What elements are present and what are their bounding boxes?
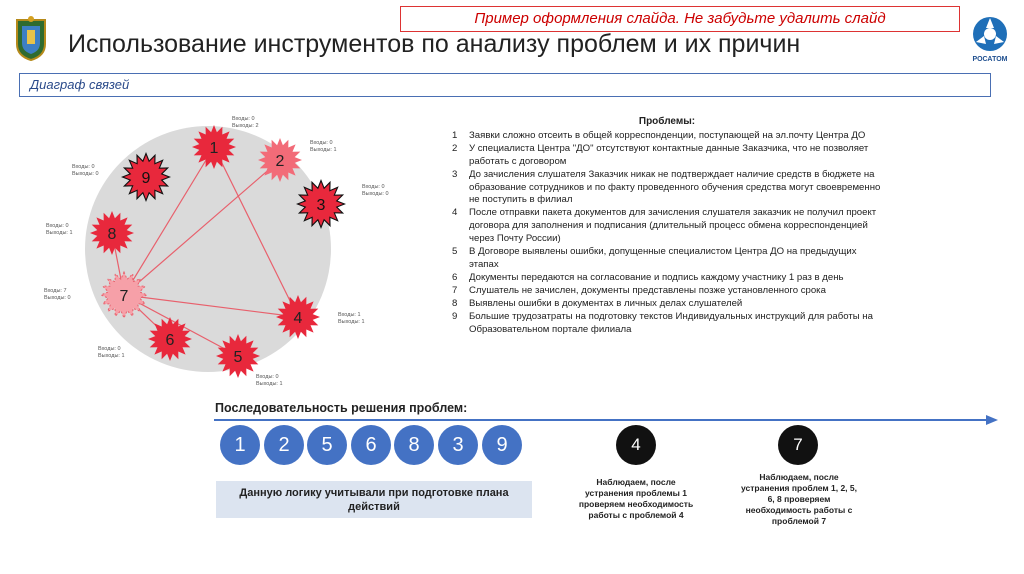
milestone-note-7: Наблюдаем, после устранения проблем 1, 2, 5, 6, 8 проверяем необходимость работы с проблемой 7 [741,472,857,526]
node-inputs-count: Входы: 0 [72,164,95,170]
node-inputs-count: Входы: 0 [46,223,69,229]
problem-text: Слушатель не зачислен, документы представлены позже установленного срока [469,284,826,296]
problem-item [452,246,882,272]
node-label: 5 [233,349,243,366]
diagram-node-4 [276,295,320,339]
logic-note: Данную логику учитывали при подготовке плана действий [216,481,532,518]
node-inputs-count: Входы: 0 [232,116,255,122]
problem-text: Выявлены ошибки в документах в личных делах слушателей [469,297,743,309]
node-outputs-count: Выходы: 0 [72,171,99,177]
diagram-node-3 [296,179,346,229]
sequence-arrow [214,414,1004,426]
sequence-title: Последовательность решения проблем: [215,401,468,415]
node-label: 3 [316,197,326,214]
problem-item [452,285,882,298]
problem-number: 8 [452,297,458,309]
problem-text: Документы передаются на согласование и подпись каждому участнику 1 раз в день [469,271,844,283]
node-outputs-count: Выходы: 1 [338,319,365,325]
diagram-node-7 [101,272,147,318]
svg-text:РОСАТОМ: РОСАТОМ [972,56,1008,63]
node-inputs-count: Входы: 0 [98,346,121,352]
problem-text: Заявки сложно отсеить в общей корреспонденции, поступающей на эл.почту Центра ДО [469,129,866,141]
node-inputs-count: Входы: 0 [256,374,279,380]
problem-number: 1 [452,129,458,141]
problem-number: 9 [452,310,458,322]
problem-number: 4 [452,207,458,219]
node-label: 4 [293,310,303,327]
reminder-banner: Пример оформления слайда. Не забудьте удалить слайд [400,6,960,32]
problem-item [452,272,882,285]
node-outputs-count: Выходы: 1 [256,381,283,387]
problem-number: 3 [452,168,458,180]
problem-text: После отправки пакета документов для зачисления слушателя заказчик не получил проект договора для заполнения и подписания (длительный процесс обмена корреспонденцией через Почту России) [469,207,877,245]
diagram-node-9 [121,152,171,202]
node-outputs-count: Выходы: 0 [362,191,389,197]
problems-list [452,116,882,336]
node-inputs-count: Входы: 7 [44,288,67,294]
problem-item [452,298,882,311]
diagram-node-6 [148,317,192,361]
problem-text: До зачисления слушателя Заказчик никак не подтверждает наличие средств в бюджете на образование сотрудников и по факту проведенного обучения средства могут своевременно не поступить в филиал [469,168,881,206]
node-outputs-count: Выходы: 1 [98,353,125,359]
sequence-step: 8 [394,425,434,465]
problem-number: 2 [452,142,458,154]
problem-item [452,143,882,169]
node-outputs-count: Выходы: 1 [46,230,73,236]
diagram-node-8 [90,211,134,255]
sequence-step: 6 [351,425,391,465]
node-inputs-count: Входы: 0 [310,140,333,146]
problem-item [452,130,882,143]
node-outputs-count: Выходы: 0 [44,295,71,301]
problem-number: 5 [452,246,458,258]
sequence-step: 5 [307,425,347,465]
node-inputs-count: Входы: 0 [362,184,385,190]
problem-number: 7 [452,284,458,296]
node-label: 2 [275,153,285,170]
node-label: 7 [119,288,129,305]
relationship-digraph [0,100,450,395]
sequence-step: 1 [220,425,260,465]
section-label: Диаграф связей [19,73,991,97]
problem-item [452,169,882,208]
node-label: 6 [165,332,175,349]
problem-text: В Договоре выявлены ошибки, допущенные специалистом Центра ДО на предыдущих этапах [469,246,857,270]
coat-of-arms-logo [14,16,48,62]
problem-item [452,311,882,337]
diagram-node-5 [216,334,260,378]
node-inputs-count: Входы: 1 [338,312,361,318]
diagram-node-1 [192,125,236,169]
node-label: 1 [209,140,219,157]
problem-text: Большие трудозатраты на подготовку текстов Индивидуальных инструкций для работы на Образовательном портале филиала [469,310,873,335]
problem-item [452,207,882,246]
rosatom-logo [967,14,1013,64]
diagram-node-2 [258,138,302,182]
problems-heading: Проблемы: [638,116,696,127]
problem-number: 6 [452,271,458,283]
node-outputs-count: Выходы: 1 [310,147,337,153]
arrow-head-icon [986,415,998,425]
sequence-step: 9 [482,425,522,465]
sequence-step: 2 [264,425,304,465]
sequence-step: 3 [438,425,478,465]
milestone-circle-4: 4 [616,425,656,465]
node-label: 9 [141,170,151,187]
page-title: Использование инструментов по анализу проблем и их причин [68,30,801,58]
node-outputs-count: Выходы: 2 [232,123,259,129]
node-label: 8 [107,226,117,243]
milestone-circle-7: 7 [778,425,818,465]
problem-text: У специалиста Центра "ДО" отсутствуют контактные данные Заказчика, что не позволяет работать с договором [469,142,869,167]
milestone-note-4: Наблюдаем, после устранения проблемы 1 проверяем необходимость работы с проблемой 4 [578,477,694,520]
